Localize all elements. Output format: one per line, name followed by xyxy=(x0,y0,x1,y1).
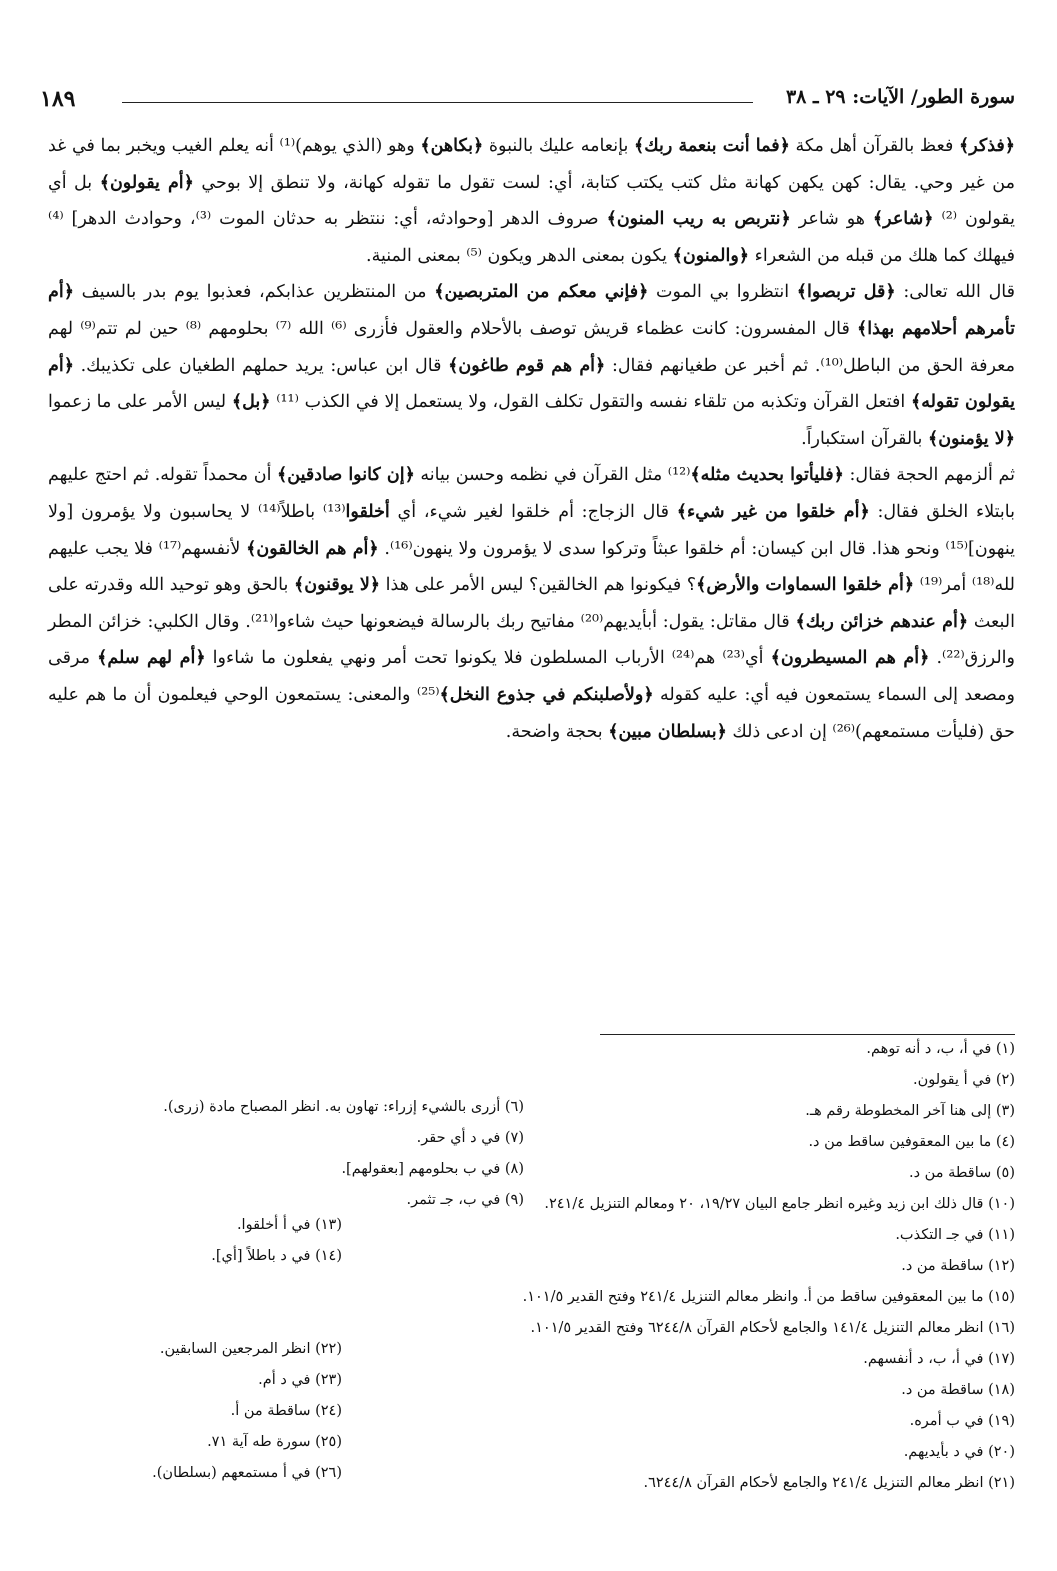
quran-quote: ﴿ولأصلبنكم في جذوع النخل﴾ xyxy=(439,684,654,705)
quran-quote: ﴿أم لهم سلم﴾ xyxy=(97,648,206,669)
quran-quote: ﴿أم هم الخالقون﴾ xyxy=(246,538,379,559)
footnote: (١٠) قال ذلك ابن زيد وغيره انظر جامع البيان ١٩/٢٧، ٢٠ ومعالم التنزيل ٢٤١/٤. xyxy=(544,1196,1015,1212)
text-run: قال ابن عباس: يريد حملهم الطغيان على تكذيبك. xyxy=(73,355,449,376)
footnote: (١٥) ما بين المعقوفين ساقط من أ. وانظر معالم التنزيل ٢٤١/٤ وفتح القدير ١٠١/٥. xyxy=(522,1289,1015,1305)
text-run: قال مقاتل: يقول: أبأيديهم⁽²⁰⁾ مفاتيح ربك بالرسالة فيضعونها حيث شاءوا⁽²¹⁾. وقال الكلبي: خزائن المطر والرزق⁽²²⁾. xyxy=(48,611,1015,669)
quran-quote: ﴿فليأتوا بحديث مثله﴾ xyxy=(690,465,844,486)
footnote: (٤) ما بين المعقوفين ساقط من د. xyxy=(808,1134,1015,1150)
quran-quote: ﴿شاعر﴾ xyxy=(872,209,934,230)
running-head: سورة الطور/ الآيات: ٢٩ ـ ٣٨ xyxy=(785,86,1015,108)
quran-quote: ﴿أم خلقوا من غير شيء﴾ xyxy=(676,501,870,522)
paragraph xyxy=(48,274,1015,457)
text-run: فعظ بالقرآن أهل مكة xyxy=(789,136,959,156)
text-run: ⁽²⁵⁾ والمعنى: يستمعون الوحي فيعلمون أن ما هم عليه حق (فليأت مستمعهم)⁽²⁶⁾ إن ادعى ذلك xyxy=(48,684,1015,742)
text-run: هو شاعر xyxy=(790,209,873,230)
footnotes-left-group-2 xyxy=(52,1210,342,1272)
page-header xyxy=(40,86,1015,116)
footnote: (٢٢) انظر المرجعين السابقين. xyxy=(159,1341,342,1357)
text-run: وهو (الذي يوهم)⁽¹⁾ أنه يعلم الغيب ويخبر بما في غد من غير وحي. يقال: كهن يكهن كهانة مثل كتب يكتب كتابة، أي: لست تقول ما تقوله كهانة، ولا تنطق إلا بوحي xyxy=(48,136,1015,193)
footnote: (٢) في أ يقولون. xyxy=(912,1072,1015,1088)
text-run: قال الله تعالى: xyxy=(895,282,1015,303)
text-run: بل أي يقولون ⁽²⁾ xyxy=(48,172,1015,230)
footnote: (١) في أ، ب، د أنه توهم. xyxy=(866,1041,1015,1057)
footnote: (٢٤) ساقطة من أ. xyxy=(230,1403,342,1419)
header-rule xyxy=(122,102,753,103)
text-run: أي⁽²³⁾ هم⁽²⁴⁾ الأرباب المسلطون فلا يكونوا تحت أمر ونهي يفعلون ما شاءوا xyxy=(205,648,771,669)
text-run: ؟ فيكونوا هم الخالقين؟ ليس الأمر على هذا xyxy=(380,575,697,596)
text-run: قال المفسرون: كانت عظماء قريش توصف بالأحلام والعقول فأزرى ⁽⁶⁾ الله ⁽⁷⁾ بحلومهم ⁽⁸⁾ حين لم تتم⁽⁹⁾ لهم معرفة الحق من الباطل⁽¹⁰⁾. ثم أخبر عن طغيانهم فقال: xyxy=(48,318,1015,376)
footnote: (١٧) في أ، ب، د أنفسهم. xyxy=(863,1351,1015,1367)
quran-quote: ﴿قل تربصوا﴾ xyxy=(796,282,896,303)
text-run: يكون بمعنى الدهر ويكون ⁽⁵⁾ بمعنى المنية. xyxy=(366,245,673,266)
text-run: أن محمداً تقوله. ثم احتج عليهم بابتلاء الخلق فقال: xyxy=(48,465,1015,522)
footnote: (١٨) ساقطة من د. xyxy=(901,1382,1015,1398)
footnotes-left-group-3 xyxy=(42,1334,342,1489)
text-run: بالقرآن استكباراً. xyxy=(801,428,928,449)
text-run: مرقى ومصعد إلى السماء يستمعون فيه أي: عليه كقوله xyxy=(48,648,1015,705)
footnote: (٢٣) في د أم. xyxy=(258,1372,342,1388)
footnote: (١٢) ساقطة من د. xyxy=(901,1258,1015,1274)
footnote: (٥) ساقطة من د. xyxy=(909,1165,1015,1181)
footnote: (٦) أزرى بالشيء إزراء: تهاون به. انظر المصباح مادة (زرى). xyxy=(163,1099,524,1115)
text-run: انتظروا بي الموت xyxy=(648,282,797,303)
quran-quote: ﴿بكاهن﴾ xyxy=(420,136,484,156)
quran-quote: ﴿إن كانوا صادقين﴾ xyxy=(277,465,415,486)
main-text xyxy=(48,128,1015,750)
text-run: ⁽¹²⁾ مثل القرآن في نظمه وحسن بيانه xyxy=(414,465,691,486)
quran-quote: ﴿أم خلقوا السماوات والأرض﴾ xyxy=(696,575,915,596)
footnote: (٧) في د أي حقر. xyxy=(416,1130,524,1146)
footnote: (١٤) في د باطلاً [أي]. xyxy=(211,1248,342,1264)
page-number: ١٨٩ xyxy=(40,86,76,112)
quran-quote: ﴿أم هم قوم طاغون﴾ xyxy=(448,355,606,376)
text-run: صروف الدهر [وحوادثه، أي: ننتظر به حدثان الموت ⁽³⁾، وحوادث الدهر] ⁽⁴⁾ فيهلك كما هلك من قبله من الشعراء xyxy=(48,209,1015,266)
text-run: لأنفسهم⁽¹⁷⁾ فلا يجب عليهم لله⁽¹⁸⁾ أمر⁽¹⁹⁾ xyxy=(48,538,1015,596)
text-run: قال الزجاج: أم خلقوا لغير شيء، أي xyxy=(389,501,677,522)
footnote: (١١) في جـ التكذب. xyxy=(895,1227,1015,1243)
quran-quote: ﴿أم يقولون تقوله﴾ xyxy=(48,355,1015,413)
text-run: بإنعامه عليك بالنبوة xyxy=(483,136,634,156)
text-run: ⁽¹³⁾ باطلاً⁽¹⁴⁾ لا يحاسبون ولا يؤمرون [ولا ينهون]⁽¹⁵⁾ ونحو هذا. قال ابن كيسان: أم خلقوا عبثاً وتركوا سدى لا يؤمرون ولا ينهون⁽¹⁶⁾. xyxy=(48,501,1015,559)
quran-quote: ﴿فإني معكم من المتربصين﴾ xyxy=(434,282,649,303)
footnote: (٨) في ب بحلومهم [بعقولهم]. xyxy=(341,1161,524,1177)
quran-quote: ﴿أم عندهم خزائن ربك﴾ xyxy=(795,611,969,632)
footnote: (٢٥) سورة طه آية ٧١. xyxy=(207,1434,342,1450)
quran-quote: ﴿بسلطان مبين﴾ xyxy=(608,721,727,742)
quran-quote: ﴿فما أنت بنعمة ربك﴾ xyxy=(633,136,790,156)
text-run: ثم ألزمهم الحجة فقال: xyxy=(843,465,1015,486)
quran-quote: ﴿أم يقولون﴾ xyxy=(99,172,194,193)
text-run: من المنتظرين عذابكم، فعذبوا يوم بدر بالسيف xyxy=(73,282,435,303)
footnote: (١٦) انظر معالم التنزيل ١٤١/٤ والجامع لأحكام القرآن ٦٢٤٤/٨ وفتح القدير ١٠١/٥. xyxy=(530,1320,1015,1336)
text-run: بحجة واضحة. xyxy=(505,721,609,742)
paragraph xyxy=(48,128,1015,274)
text-run: افتعل القرآن وتكذبه من تلقاء نفسه والتقول تكلف القول، ولا يستعمل إلا في الكذب ⁽¹¹⁾ xyxy=(270,392,912,413)
footnote: (٢٦) في أ مستمعهم (بسلطان). xyxy=(152,1465,342,1481)
quran-quote: ﴿بل﴾ xyxy=(231,392,271,413)
footnotes-left-group-1 xyxy=(54,1092,524,1216)
footnote: (٩) في ب، جـ تثمر. xyxy=(406,1192,524,1208)
quran-quote: ﴿أم تأمرهم أحلامهم بهذا﴾ xyxy=(48,282,1015,339)
footnote: (٣) إلى هنا آخر المخطوطة رقم هـ. xyxy=(805,1103,1015,1119)
quran-quote: ﴿نتربص به ريب المنون﴾ xyxy=(606,209,791,230)
quran-quote: ﴿لا يؤمنون﴾ xyxy=(927,428,1015,449)
footnote: (١٣) في أ أخلقوا. xyxy=(236,1217,342,1233)
footnote: (١٩) في ب أمره. xyxy=(909,1413,1015,1429)
paragraph xyxy=(48,457,1015,750)
footnote: (٢١) انظر معالم التنزيل ٢٤١/٤ والجامع لأحكام القرآن ٦٢٤٤/٨. xyxy=(643,1475,1015,1491)
quran-quote: ﴿لا يوقنون﴾ xyxy=(293,575,381,596)
text-run: ليس الأمر على ما زعموا xyxy=(48,392,232,413)
quran-quote: ﴿أم هم المسيطرون﴾ xyxy=(770,648,930,669)
quran-quote: ﴿فذكر﴾ xyxy=(958,136,1015,156)
quran-quote: أخلقوا xyxy=(345,501,390,522)
text-run: بالحق وهو توحيد الله وقدرته على البعث xyxy=(48,575,1015,632)
footnote: (٢٠) في د بأيديهم. xyxy=(903,1444,1015,1460)
quran-quote: ﴿والمنون﴾ xyxy=(672,245,750,266)
